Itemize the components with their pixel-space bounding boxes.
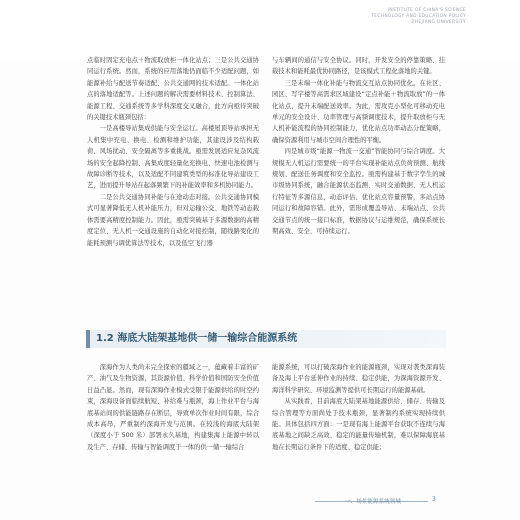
page-number: 3 — [432, 496, 436, 503]
section-heading-accent — [86, 330, 90, 348]
header-line-2: TECHNOLOGY AND EDUCATION POLICY — [371, 14, 466, 19]
paragraph: 一是高楼导站集成供能与安全运行。高楼屋顶导站承担无人机集中充电、换电、检测和维护功能，其建设涉及结构载荷、风场扰动、安全隔离等多重挑战。亟需发展适应复杂风流场的安全起降控制、高集成度轻量化充换电、快速电池检测与故障诊断等技术，以及适配不同建筑类型的标准化导站建设工艺，进而提升导站在起落频繁下的补能效率和多机协同能力。 — [87, 125, 259, 190]
paragraph: 二是公共交通协同补能与在途动态对接。公共交通协同模式可显著降低无人机补能压力，但对运输公交、地铁等动态载体需要高精度控制能力。因此，亟需突破基于多源数据的高精度定位、无人机一交通设施的自动化对接控制，随线路变化的能耗预测与调优算法等技术，以及低空飞行器 — [87, 193, 259, 247]
header-institution — [371, 8, 466, 26]
paragraph: 与车辆间的通信与安全协议。同时，开发安全的停靠策略、挂载技术和能耗最优协同路径，是该模式工程化落地的关键。 — [272, 57, 445, 76]
paragraph: 深海作为人类尚未完全探索的疆域之一，蕴藏着丰富的矿产、油气及生物资源，其资源价值、科学价值和国防安全价值日益凸显。然而，现有深海作业模式受限于能源供给的时空约束，深海设备面临续航短、补给难与瓶颈，海上作业平台与海底基站间的供能链路存在断层，导致单次作业时间有限，综合成本高昂，严重制约深海开发与范围。在较浅的海底大陆架（深度小于 500 米）部署永久基地，构建集海上能源中转以及生产、存储、传输与智能调度于一体的供一储一输综合 — [87, 364, 259, 451]
paragraph: 点临时固定充电点＋物流取放柜一体化站点；三是公共交通协同运行系统。然而，系统的应用落地仍面临不少适配问题，如能源补给与配送节奏适配、公共交通网的技术适配。一体化站点的落地适配等。上述问题的解决需要材料技术、控制算法、能源工程、交通系统等多学科深度交叉融合，此方向亟待突破的关键技术瓶颈包括： — [87, 57, 259, 122]
paragraph: 三是末端一体化补能与物流交互站点协同优化。在社区、园区、写字楼等高需求区域建设“定点补能＋物流取放”的一体化站点，提升末端配送效率。为此，需攻克小型化可移动充电单元的安全设计、功率管理与高频调度技术，提升取放柜与无人机补能流程的协同控制能力，优化站点功率动态分配策略，确保资源利用与城市空间合理性的平衡。 — [272, 79, 445, 144]
right-column-bottom — [272, 362, 445, 507]
footer-section-label: 一、场景能源系统领域 — [345, 499, 401, 505]
header-line-1: INSTITUTE OF CHINA'S SCIENCE — [387, 8, 466, 13]
section-title: 1.2 海底大陆架基地供一储一输综合能源系统 — [96, 333, 298, 344]
left-column-bottom — [87, 362, 259, 507]
right-column-top — [272, 55, 445, 323]
header-line-3: ZHEJIANG UNIVERSITY — [411, 20, 466, 25]
paragraph: 四是城市级“能源一物流一交通”智能协同与综合调度。大规模无人机运行需要统一的平台实现补能站点负荷预测、航线规划、配送任务调度和安全监控。亟需构建基于数字孪生的城市级协同系统，融合能源状态监测、实时交通数据、无人机运行特征等多源信息，动态评估、优化站点容量预警，多站点协同运行和故障容错。此外，需形成覆盖导站、末端站点、公共交通节点的统一接口标准，数据协议与运维规范，确保系统长期高效、安全、可持续运行。 — [272, 148, 445, 236]
left-column-top — [87, 55, 259, 323]
paragraph: 从实践看，目前海底大陆架基地能源供给、储存、传输及综合管理等方面尚处于技术瓶颈，显著制约系统实现持续供能。具体包括四方面：一是现有海上能源平台获取不连续与海底基地之间缺乏高效、稳定的能量传输机制，难以保障海底基地在长期运行条件下的适度、稳定供能； — [272, 398, 445, 451]
paragraph: 能源系统，可以打破深海作业的能源瓶颈，实现对袭类深海装备及海上平台延伸作业的持续、稳定供能，为深海资源开发、海洋科学研究、环境监测等提供可长期运行的能源基础。 — [272, 364, 445, 394]
